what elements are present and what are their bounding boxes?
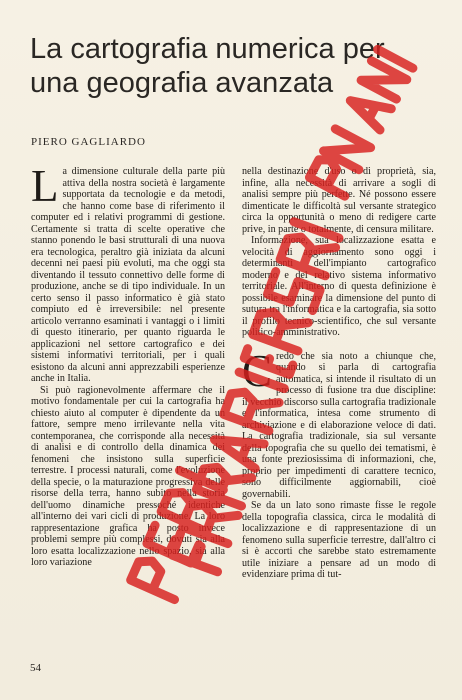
- page-number: 54: [30, 662, 41, 674]
- article-author: PIERO GAGLIARDO: [31, 136, 146, 148]
- right-text-column: [242, 166, 436, 581]
- paragraph: [242, 345, 436, 501]
- paragraph-text: a dimensione culturale della parte più attiva della nostra società è largamente supportata da tecnologie e da metodi, che hanno come base di riferimento il computer ed i relativi programmi di gestione. Certamente si tratta di scelte operative che stanno ponendo le basi strutturali di una nuova era tecnologica, peraltro già iniziata da alcuni decenni nei paesi più evoluti, ma che oggi sta diventando il tessuto connettivo delle forme di produzione, anche se di tipo individuale. In un certo senso il passo informatico è già stato compiuto ed è irreversibile: nel presente articolo verranno esaminati i vantaggi o i limiti di questo itinerario, per quanto riguarda le applicazioni nel settore cartografico e dei sistemi informativi territoriali, per i quali esistono da alcuni anni apprezzabili esperienze anche in Italia.: [31, 166, 225, 384]
- paragraph: Se da un lato sono rimaste fisse le regole della topografia classica, circa le modalità di localizzazione e di rappresentazione di un fenomeno sulla superficie terrestre, dall'altro ci si è accorti che sarebbe stato estremamente utile iniziare a pensare ad un modo di evidenziare prima di tut-: [242, 500, 436, 580]
- paragraph: Informazione, sua localizzazione esatta e velocità di aggiornamento sono oggi i determinanti dell'impianto cartografico moderno e del relativo sistema informativo territoriale. All'interno di questa definizione è possibile esaminare la dimensione del punto di sutura tra l'informatica e la cartografia, sia sotto il profilo tecnico-scientifico, che sul versante politico-amministrativo.: [242, 235, 436, 338]
- title-line-1: La cartografia numerica per: [30, 33, 385, 65]
- paragraph-text: redo che sia noto a chiunque che, quando si parla di cartografia automatica, si intende il risultato di un processo di fusione tra due discipline: il vecchio discorso sulla cartografia tradizionale e l'informatica, intesa come strumento di archiviazione e di elaborazione veloce di dati. La cartografia tradizionale, sia sul versante della topografia che su quello dei tematismi, è una fonte preziosissima di informazioni, che, proprio per impedimenti di carattere tecnico, sono difficilmente aggiornabili, cioè governabili.: [242, 350, 436, 500]
- paragraph: Si può ragionevolmente affermare che il motivo fondamentale per cui la cartografia ha chiesto aiuto al computer è dipendente da un fattore, sempre meno irrilevante nella vita contemporanea, che corrisponde alla necessità di analisi e di controllo della dinamica dei fenomeni che insistono sulla superficie terrestre. I processi naturali, come l'evoluzione della specie, o la maturazione progressiva delle risorse della terra, hanno subito nella storia dell'uomo dinamiche pressoché identiche all'interno dei vari cicli di produzione. La loro rappresentazione grafica ha posto invece problemi sempre più complessi, dovuti sia alla loro esatta localizzazione nello spazio, sia alla loro variazione: [31, 384, 225, 568]
- article-title: [30, 32, 440, 100]
- left-text-column: [31, 161, 225, 569]
- paragraph: [31, 161, 225, 385]
- drop-cap: L: [31, 161, 59, 211]
- paragraph: nella destinazione d'uso o di proprietà, sia, infine, alla necessità di arrivare a sogli di analisi sempre più perfette. Né possono essere dimenticate le difficoltà sul versante strategico circa la opportunità o meno di redigere carte prive, in parte o totalmente, di censura militare.: [242, 166, 436, 235]
- title-line-2: una geografia avanzata: [30, 67, 334, 99]
- drop-cap: C: [242, 345, 273, 396]
